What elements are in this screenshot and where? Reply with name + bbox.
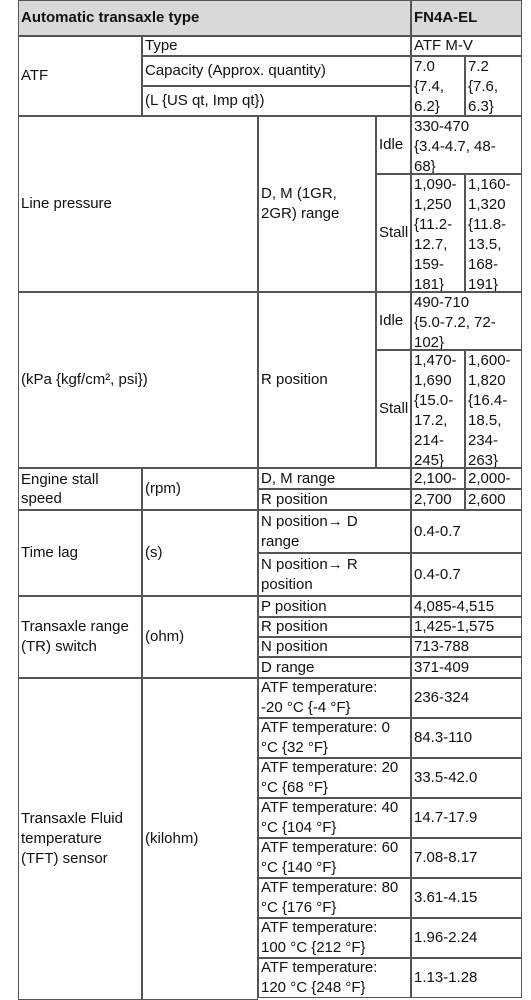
line-pressure-r-position: R position	[258, 292, 376, 468]
tft-sensor-value: 14.7-17.9	[411, 798, 522, 838]
tr-switch-unit: (ohm)	[142, 596, 258, 678]
tft-sensor-cond: ATF temperature: -20 °C {-4 °F}	[258, 678, 411, 718]
line-pressure-r-stall-label: Stall	[376, 350, 411, 468]
tft-sensor-value: 84.3-110	[411, 718, 522, 758]
line-pressure-dm-stall-value-a: 1,090- 1,250 {11.2- 12.7, 159- 181}	[411, 174, 465, 292]
tft-sensor-value: 33.5-42.0	[411, 758, 522, 798]
line-pressure-r-stall-value-a: 1,470- 1,690 {15.0- 17.2, 214- 245}	[411, 350, 465, 468]
line-pressure-unit: (kPa {kgf/cm², psi})	[18, 292, 258, 468]
tft-sensor-label: Transaxle Fluid temperature (TFT) sensor	[18, 678, 142, 1000]
tr-switch-value: 713-788	[411, 637, 522, 657]
tr-switch-value: 1,425-1,575	[411, 617, 522, 637]
stall-speed-value: 2,700	[411, 489, 465, 510]
atf-label: ATF	[18, 36, 142, 116]
tft-sensor-cond: ATF temperature: 60 °C {140 °F}	[258, 838, 411, 878]
tft-sensor-cond: ATF temperature: 20 °C {68 °F}	[258, 758, 411, 798]
tft-sensor-cond: ATF temperature: 100 °C {212 °F}	[258, 918, 411, 958]
tft-sensor-cond: ATF temperature: 80 °C {176 °F}	[258, 878, 411, 918]
tr-switch-cond: P position	[258, 596, 411, 617]
atf-type-label: Type	[142, 36, 411, 56]
line-pressure-r-idle-label: Idle	[376, 292, 411, 350]
stall-speed-cond-dm: D, M range	[258, 468, 411, 489]
header-type-label: Automatic transaxle type	[18, 0, 411, 36]
time-lag-value: 0.4-0.7	[411, 510, 522, 553]
tft-sensor-unit: (kilohm)	[142, 678, 258, 1000]
line-pressure-r-idle-value: 490-710 {5.0-7.2, 72- 102}	[411, 292, 522, 350]
tr-switch-value: 371-409	[411, 657, 522, 678]
line-pressure-dm-idle-label: Idle	[376, 116, 411, 174]
stall-speed-value: 2,600	[465, 489, 522, 510]
time-lag-cond: N position→ D range	[258, 510, 411, 553]
stall-speed-cond-r: R position	[258, 489, 411, 510]
line-pressure-dm-range: D, M (1GR, 2GR) range	[258, 116, 376, 292]
tft-sensor-cond: ATF temperature: 0 °C {32 °F}	[258, 718, 411, 758]
line-pressure-dm-idle-value: 330-470 {3.4-4.7, 48- 68}	[411, 116, 522, 174]
line-pressure-label: Line pressure	[18, 116, 258, 292]
header-model: FN4A-EL	[411, 0, 522, 36]
time-lag-label: Time lag	[18, 510, 142, 596]
tft-sensor-value: 1.96-2.24	[411, 918, 522, 958]
stall-speed-value: 2,100-	[411, 468, 465, 489]
stall-speed-label: Engine stall speed	[18, 468, 142, 510]
tft-sensor-value: 7.08-8.17	[411, 838, 522, 878]
tr-switch-label: Transaxle range (TR) switch	[18, 596, 142, 678]
tft-sensor-value: 1.13-1.28	[411, 958, 522, 998]
line-pressure-dm-stall-value-b: 1,160- 1,320 {11.8- 13.5, 168- 191}	[465, 174, 522, 292]
tr-switch-cond: N position	[258, 637, 411, 657]
time-lag-cond: N position→ R position	[258, 553, 411, 596]
tft-sensor-cond: ATF temperature: 120 °C {248 °F}	[258, 958, 411, 998]
tr-switch-cond: R position	[258, 617, 411, 637]
atf-capacity-label: Capacity (Approx. quantity)	[142, 56, 411, 86]
atf-capacity-unit: (L {US qt, Imp qt})	[142, 86, 411, 116]
time-lag-value: 0.4-0.7	[411, 553, 522, 596]
tft-sensor-value: 3.61-4.15	[411, 878, 522, 918]
stall-speed-value: 2,000-	[465, 468, 522, 489]
tr-switch-cond: D range	[258, 657, 411, 678]
tft-sensor-cond: ATF temperature: 40 °C {104 °F}	[258, 798, 411, 838]
atf-capacity-value-a: 7.0 {7.4, 6.2}	[411, 56, 465, 116]
tr-switch-value: 4,085-4,515	[411, 596, 522, 617]
time-lag-unit: (s)	[142, 510, 258, 596]
atf-capacity-value-b: 7.2 {7.6, 6.3}	[465, 56, 522, 116]
line-pressure-r-stall-value-b: 1,600- 1,820 {16.4- 18.5, 234- 263}	[465, 350, 522, 468]
tft-sensor-value: 236-324	[411, 678, 522, 718]
atf-type-value: ATF M-V	[411, 36, 522, 56]
stall-speed-unit: (rpm)	[142, 468, 258, 510]
line-pressure-dm-stall-label: Stall	[376, 174, 411, 292]
